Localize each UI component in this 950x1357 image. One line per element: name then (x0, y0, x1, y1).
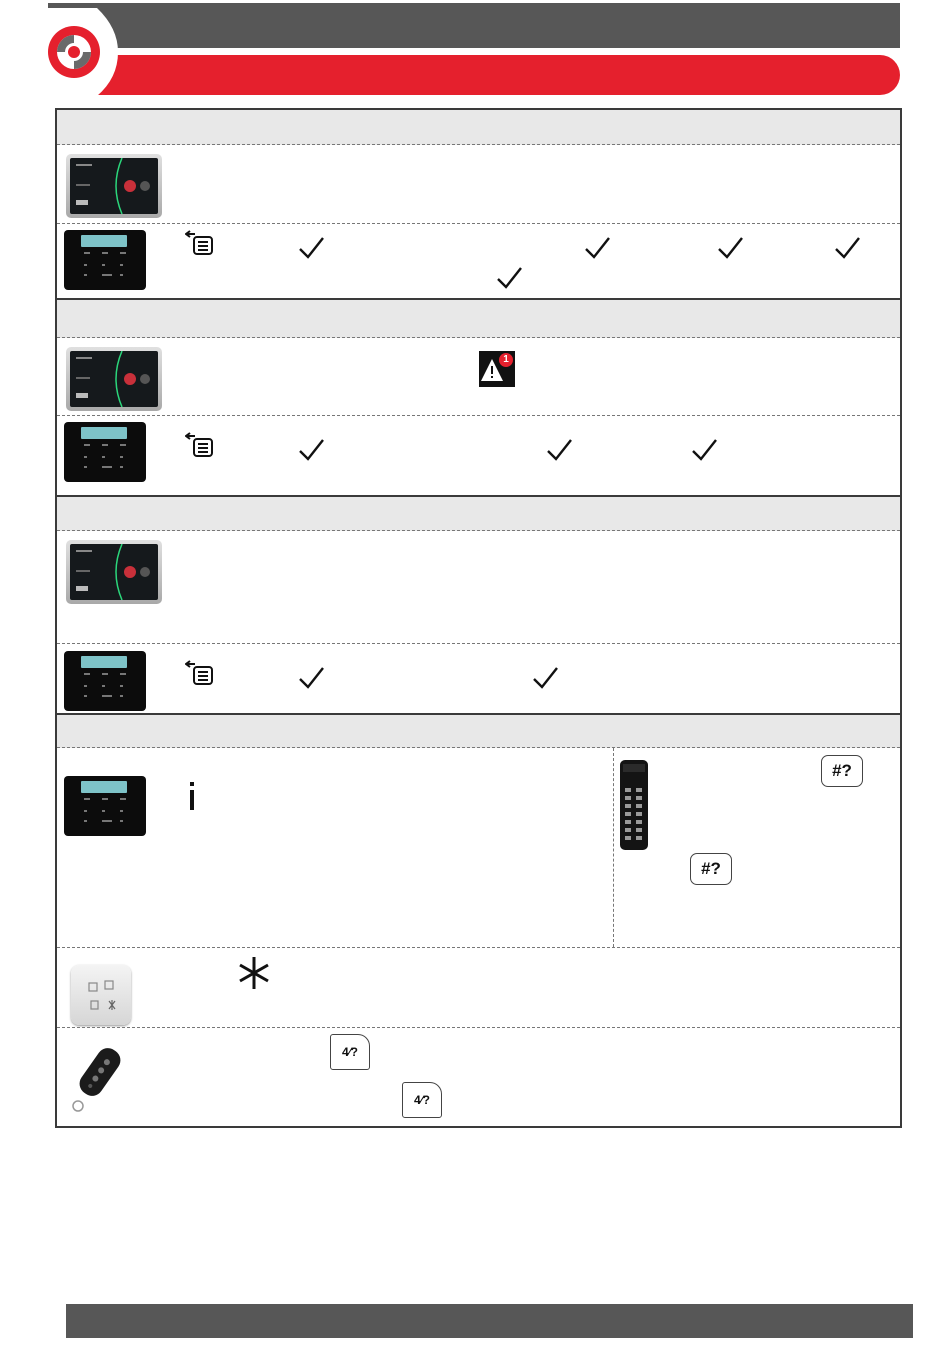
slim-keypad-image (620, 760, 648, 850)
hash-question-key-icon: #? (690, 853, 732, 885)
check-icon (690, 436, 718, 464)
hash-question-key-icon: #? (821, 755, 863, 787)
lcd-keypad-image (64, 776, 146, 836)
lcd-keypad-image (64, 651, 146, 711)
section-1-header (57, 110, 900, 145)
section-4-header (57, 715, 900, 748)
menu-back-icon (185, 432, 215, 458)
menu-back-icon (185, 660, 215, 686)
header-gray-bar (48, 3, 900, 48)
footer-gray-bar (66, 1304, 913, 1338)
check-icon (531, 664, 559, 692)
alert-badge-count: 1 (503, 354, 509, 365)
check-icon (297, 664, 325, 692)
section-2-header (57, 300, 900, 338)
touch-panel-image (66, 540, 162, 604)
check-icon (833, 234, 861, 262)
fob-4-key-icon: 4⁄? (402, 1082, 442, 1118)
menu-back-icon (185, 230, 215, 256)
header-red-bar (95, 55, 900, 95)
alert-triangle-icon (479, 351, 515, 387)
check-icon (583, 234, 611, 262)
touch-panel-image (66, 347, 162, 411)
risco-logo (42, 8, 118, 96)
lcd-keypad-image (64, 422, 146, 482)
touch-panel-image (66, 154, 162, 218)
panic-remote-image (71, 965, 131, 1025)
check-icon (545, 436, 573, 464)
check-icon (297, 436, 325, 464)
check-icon (716, 234, 744, 262)
check-icon (495, 264, 523, 292)
asterisk-icon (237, 956, 271, 990)
key-fob-image (68, 1040, 128, 1117)
info-icon (187, 782, 197, 812)
fob-4-key-icon: 4⁄? (330, 1034, 370, 1070)
instructions-table (55, 108, 902, 1128)
check-icon (297, 234, 325, 262)
lcd-keypad-image (64, 230, 146, 290)
section-3-header (57, 497, 900, 531)
